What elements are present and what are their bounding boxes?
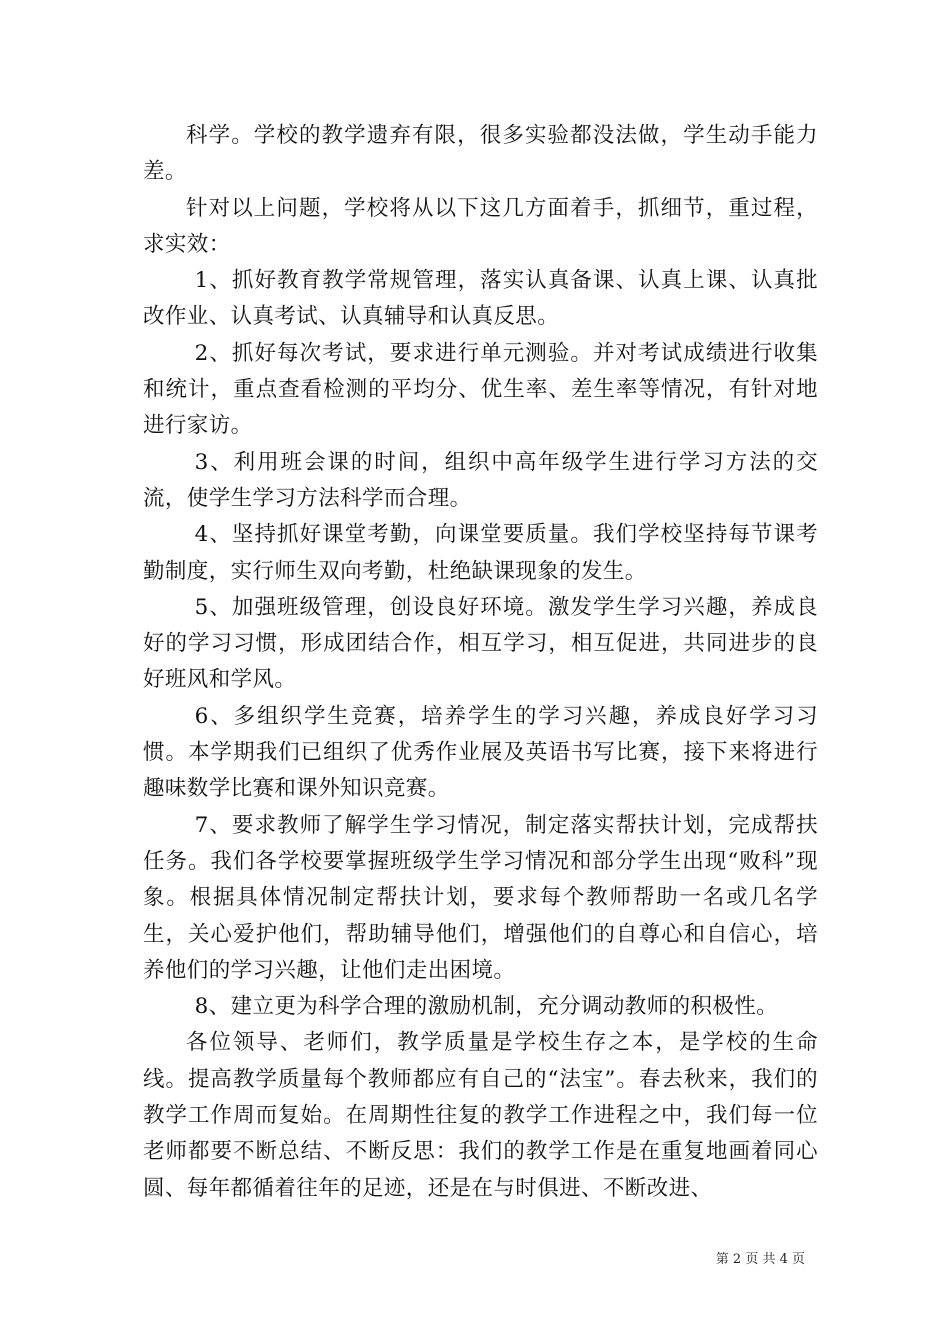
paragraph-intro: 针对以上问题，学校将从以下这几方面着手，抓细节，重过程，求实效： xyxy=(143,195,818,257)
document-body xyxy=(143,118,818,1207)
list-item-7: 7、要求教师了解学生学习情况，制定落实帮扶计划，完成帮扶任务。我们各学校要掌握班级学生学习情况和部分学生出现“败科”现象。根据具体情况制定帮扶计划，要求每个教师帮助一名或几名学生，关心爱护他们，帮助辅导他们，增强他们的自尊心和自信心，培养他们的学习兴趣，让他们走出困境。 xyxy=(143,812,818,983)
list-item-3: 3、利用班会课的时间，组织中高年级学生进行学习方法的交流，使学生学习方法科学而合理。 xyxy=(143,449,818,511)
list-item-6: 6、多组织学生竞赛，培养学生的学习兴趣，养成良好学习习惯。本学期我们已组织了优秀作业展及英语书写比赛，接下来将进行趣味数学比赛和课外知识竞赛。 xyxy=(143,703,818,802)
list-item-4: 4、坚持抓好课堂考勤，向课堂要质量。我们学校坚持每节课考勤制度，实行师生双向考勤，杜绝缺课现象的发生。 xyxy=(143,522,818,584)
list-item-1: 1、抓好教育教学常规管理，落实认真备课、认真上课、认真批改作业、认真考试、认真辅导和认真反思。 xyxy=(143,268,818,330)
page-number-footer: 第 2 页 共 4 页 xyxy=(715,1252,805,1267)
list-item-5: 5、加强班级管理，创设良好环境。激发学生学习兴趣，养成良好的学习习惯，形成团结合作，相互学习，相互促进，共同进步的良好班风和学风。 xyxy=(143,594,818,693)
list-item-2: 2、抓好每次考试，要求进行单元测验。并对考试成绩进行收集和统计，重点查看检测的平均分、优生率、差生率等情况，有针对地进行家访。 xyxy=(143,340,818,439)
paragraph-closing: 各位领导、老师们，教学质量是学校生存之本，是学校的生命线。提高教学质量每个教师都应有自己的“法宝”。春去秋来，我们的教学工作周而复始。在周期性往复的教学工作进程之中，我们每一位老师都要不断总结、不断反思：我们的教学工作是在重复地画着同心圆、每年都循着往年的足迹，还是在与时俱进、不断改进、 xyxy=(143,1030,818,1201)
paragraph-continuation: 科学。学校的教学遗弃有限，很多实验都没法做，学生动手能力差。 xyxy=(143,123,818,185)
list-item-8: 8、建立更为科学合理的激励机制，充分调动教师的积极性。 xyxy=(194,994,779,1020)
